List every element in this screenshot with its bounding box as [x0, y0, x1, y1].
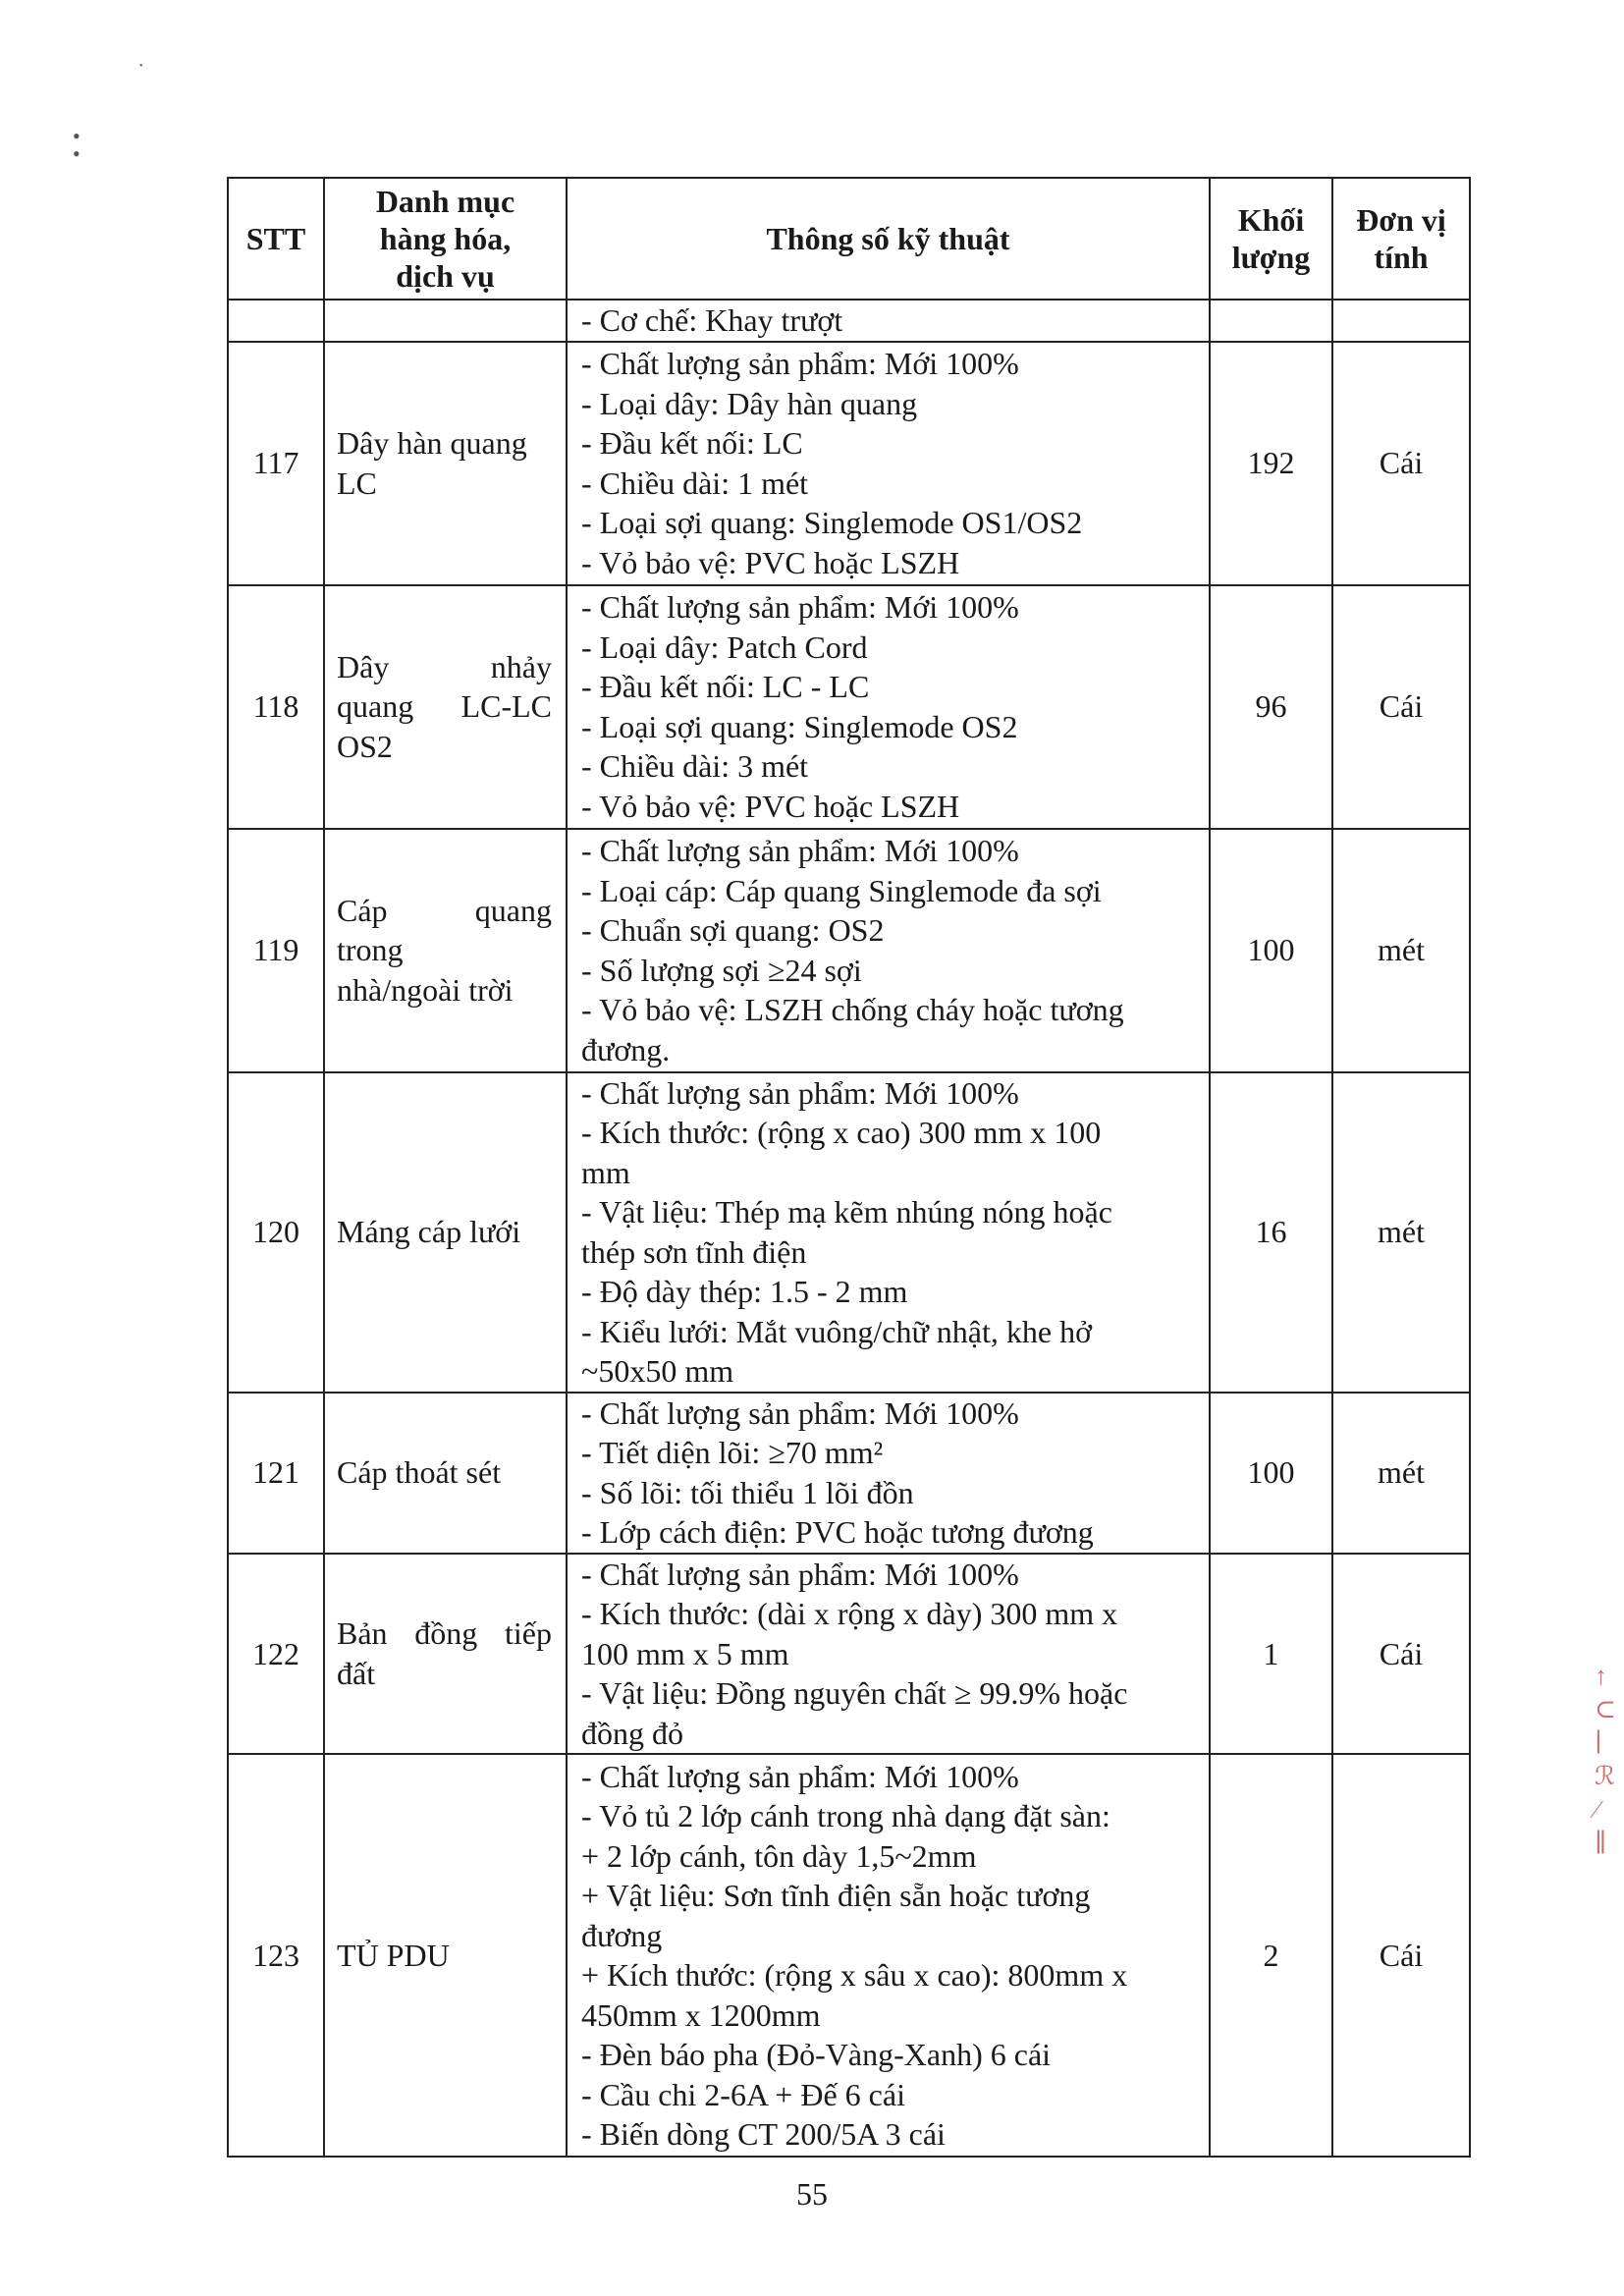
cell-stt: 122 [228, 1554, 324, 1755]
page-number: 55 [796, 2176, 828, 2212]
cell-qty: 96 [1210, 585, 1332, 829]
spec-line: - Cầu chi 2-6A + Đế 6 cái [581, 2076, 905, 2112]
cell-spec [567, 1754, 1210, 2157]
spec-line: - Chất lượng sản phẩm: Mới 100% [581, 589, 1019, 625]
cell-unit [1332, 300, 1470, 342]
cell-qty: 100 [1210, 829, 1332, 1072]
spec-line: - Chất lượng sản phẩm: Mới 100% [581, 1556, 1019, 1592]
spec-line: - Đèn báo pha (Đỏ-Vàng-Xanh) 6 cái [581, 2037, 1052, 2072]
specification-table [227, 177, 1471, 2158]
spec-line: - Cơ chế: Khay trượt [581, 302, 843, 338]
table-row [228, 1754, 1470, 2157]
scan-mark: • [73, 124, 81, 148]
cell-unit: Cái [1332, 1754, 1470, 2157]
spec-line: - Số lõi: tối thiểu 1 lõi đồn [581, 1474, 914, 1510]
spec-line: - Loại dây: Dây hàn quang [581, 385, 918, 421]
table-row [228, 342, 1470, 585]
spec-line: thép sơn tĩnh điện [581, 1233, 807, 1270]
cell-qty: 16 [1210, 1072, 1332, 1393]
header-spec: Thông số kỹ thuật [567, 178, 1210, 300]
spec-line: - Kiểu lưới: Mắt vuông/chữ nhật, khe hở [581, 1313, 1092, 1349]
scan-mark: • [73, 141, 81, 166]
cell-qty: 2 [1210, 1754, 1332, 2157]
cell-qty: 100 [1210, 1393, 1332, 1554]
spec-line: + Kích thước: (rộng x sâu x cao): 800mm x [581, 1957, 1128, 1993]
cell-name [324, 1393, 567, 1554]
cell-name [324, 585, 567, 829]
table-header-row [228, 178, 1470, 300]
spec-line: - Vỏ tủ 2 lớp cánh trong nhà dạng đặt sàn: [581, 1798, 1110, 1833]
spec-line: - Loại sợi quang: Singlemode OS1/OS2 [581, 505, 1083, 540]
spec-line: - Vỏ bảo vệ: PVC hoặc LSZH [581, 788, 960, 824]
cell-spec [567, 342, 1210, 585]
name-line: Máng cáp lưới [337, 1214, 521, 1250]
header-unit-line: Đơn vị [1356, 202, 1446, 238]
cell-spec [567, 300, 1210, 342]
header-name-line: dịch vụ [396, 258, 495, 294]
cell-unit: Cái [1332, 585, 1470, 829]
name-line: đất [337, 1655, 376, 1691]
cell-name [324, 1754, 567, 2157]
name-line: trong [337, 932, 404, 968]
spec-line: - Chất lượng sản phẩm: Mới 100% [581, 346, 1019, 381]
spec-line: 100 mm x 5 mm [581, 1635, 789, 1671]
spec-line: - Chiều dài: 1 mét [581, 465, 809, 501]
table-row [228, 1393, 1470, 1554]
header-name-line: Danh mục [375, 184, 515, 219]
spec-line: - Vỏ bảo vệ: PVC hoặc LSZH [581, 544, 960, 580]
header-qty [1210, 178, 1332, 300]
header-qty-line: lượng [1231, 240, 1311, 275]
name-line: TỦ PDU [337, 1937, 450, 1973]
spec-line: - Chất lượng sản phẩm: Mới 100% [581, 1394, 1019, 1431]
spec-line: 450mm x 1200mm [581, 1996, 821, 2033]
cell-unit: Cái [1332, 1554, 1470, 1755]
scan-mark: ˙ [137, 59, 145, 83]
header-name-line: hàng hóa, [379, 221, 512, 256]
spec-line: - Tiết diện lõi: ≥70 mm² [581, 1435, 884, 1470]
spec-line: - Chất lượng sản phẩm: Mới 100% [581, 1758, 1019, 1794]
spec-line: - Loại sợi quang: Singlemode OS2 [581, 708, 1018, 744]
name-line: Bản đồng tiếp [337, 1615, 552, 1652]
table-row-continuation [228, 300, 1470, 342]
table-row [228, 1554, 1470, 1755]
spec-line: - Chuẩn sợi quang: OS2 [581, 912, 885, 948]
cell-spec [567, 829, 1210, 1072]
spec-line: + 2 lớp cánh, tôn dày 1,5~2mm [581, 1837, 977, 1874]
cell-qty: 192 [1210, 342, 1332, 585]
cell-spec [567, 1072, 1210, 1393]
spec-line: - Đầu kết nối: LC - LC [581, 669, 870, 704]
cell-spec [567, 1393, 1210, 1554]
spec-line: - Lớp cách điện: PVC hoặc tương đương [581, 1514, 1094, 1550]
cell-name [324, 342, 567, 585]
cell-qty [1210, 300, 1332, 342]
table-row [228, 1072, 1470, 1393]
spec-line: - Chất lượng sản phẩm: Mới 100% [581, 833, 1019, 868]
cell-spec [567, 1554, 1210, 1755]
name-line: quang LC-LC [337, 688, 552, 725]
cell-stt: 121 [228, 1393, 324, 1554]
header-stt: STT [228, 178, 324, 300]
spec-line: - Đầu kết nối: LC [581, 425, 803, 461]
header-unit-line: tính [1374, 240, 1429, 275]
table-row [228, 585, 1470, 829]
spec-line: - Vật liệu: Thép mạ kẽm nhúng nóng hoặc [581, 1194, 1112, 1230]
cell-stt: 120 [228, 1072, 324, 1393]
spec-line: - Vỏ bảo vệ: LSZH chống cháy hoặc tương [581, 992, 1124, 1027]
name-line: LC [337, 465, 377, 501]
cell-unit: mét [1332, 1072, 1470, 1393]
table-row [228, 829, 1470, 1072]
header-unit [1332, 178, 1470, 300]
cell-stt [228, 300, 324, 342]
name-line: Dây nhảy [337, 648, 552, 684]
spec-line: - Kích thước: (rộng x cao) 300 mm x 100 [581, 1115, 1102, 1150]
cell-unit: mét [1332, 829, 1470, 1072]
name-line: Cáp quang [337, 892, 552, 928]
spec-line: đương. [581, 1031, 671, 1067]
spec-line: - Chất lượng sản phẩm: Mới 100% [581, 1074, 1019, 1111]
stamp-edge-fragment: ↑ ⊂ ∣ ℛ ∕ ∥ [1595, 1662, 1616, 1857]
name-line: nhà/ngoài trời [337, 971, 514, 1008]
cell-unit: mét [1332, 1393, 1470, 1554]
cell-stt: 117 [228, 342, 324, 585]
header-qty-line: Khối [1237, 202, 1305, 238]
spec-line: đương [581, 1917, 663, 1953]
cell-name [324, 829, 567, 1072]
cell-qty: 1 [1210, 1554, 1332, 1755]
name-line: OS2 [337, 728, 393, 764]
spec-line: + Vật liệu: Sơn tĩnh điện sẵn hoặc tương [581, 1878, 1091, 1913]
spec-line: - Chiều dài: 3 mét [581, 748, 809, 784]
spec-line: ~50x50 mm [581, 1353, 734, 1389]
spec-line: - Kích thước: (dài x rộng x dày) 300 mm x [581, 1596, 1118, 1631]
cell-stt: 119 [228, 829, 324, 1072]
name-line: Dây hàn quang [337, 425, 527, 461]
cell-unit: Cái [1332, 342, 1470, 585]
spec-line: - Biến dòng CT 200/5A 3 cái [581, 2116, 946, 2152]
spec-line: - Loại cáp: Cáp quang Singlemode đa sợi [581, 872, 1102, 908]
cell-name [324, 300, 567, 342]
header-name [324, 178, 567, 300]
cell-stt: 118 [228, 585, 324, 829]
name-line: Cáp thoát sét [337, 1454, 502, 1491]
cell-name [324, 1554, 567, 1755]
spec-line: đồng đỏ [581, 1715, 683, 1751]
spec-line: mm [581, 1154, 630, 1190]
spec-line: - Vật liệu: Đồng nguyên chất ≥ 99.9% hoặc [581, 1675, 1128, 1711]
cell-spec [567, 585, 1210, 829]
cell-name [324, 1072, 567, 1393]
cell-stt: 123 [228, 1754, 324, 2157]
spec-line: - Số lượng sợi ≥24 sợi [581, 952, 862, 988]
spec-line: - Loại dây: Patch Cord [581, 629, 868, 665]
spec-line: - Độ dày thép: 1.5 - 2 mm [581, 1274, 908, 1309]
